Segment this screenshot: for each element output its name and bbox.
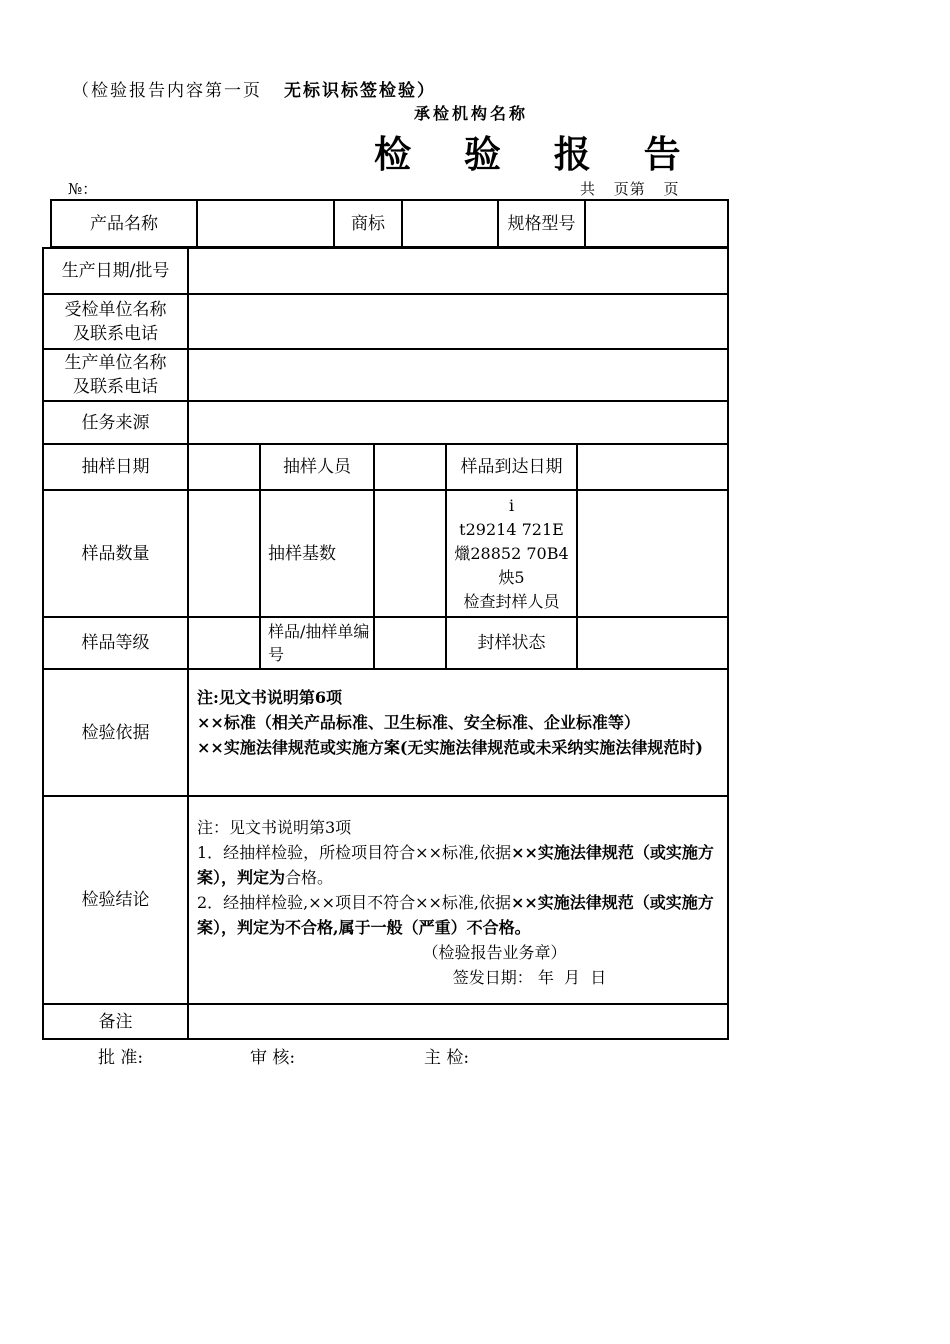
conclusion-item-2-text: 2．经抽样检验,××项目不符合××标准,依据 <box>197 893 511 912</box>
sample-number-label-line2: 号 <box>268 645 285 664</box>
basis-standard: ××标准（相关产品标准、卫生标准、安全标准、企业标准等） <box>197 713 640 732</box>
conclusion-label: 检验结论 <box>81 890 150 910</box>
sampler-value[interactable] <box>375 445 445 489</box>
conclusion-item-1 <box>197 840 722 890</box>
inspected-unit-label <box>44 295 187 348</box>
conclusion-item-2-bold: ××实施法律规范（或实施方案），判定为不合格,属于一般（严重）不合格。 <box>197 893 714 937</box>
conclusion-note: 注：见文书说明第3项 <box>197 818 352 837</box>
conclusion-item-1-text: 1．经抽样检验，所检项目符合××标准,依据 <box>197 843 512 862</box>
business-seal-note: （检验报告业务章） <box>422 943 567 962</box>
sampler-label: 抽样人员 <box>283 457 351 477</box>
report-number-label: №： <box>68 180 98 198</box>
task-source-value[interactable] <box>190 402 727 443</box>
conclusion-item-1-bold: ××实施法律规范（或实施方案），判定为 <box>197 843 714 887</box>
approver-label: 批 准: <box>98 1048 144 1068</box>
sample-quantity-label: 样品数量 <box>81 543 150 564</box>
sample-number-label-line1: 样品/抽样单编 <box>268 622 370 641</box>
conclusion-item-1-result: 合格。 <box>285 868 334 887</box>
sample-number-value[interactable] <box>375 618 445 668</box>
task-source-label: 任务来源 <box>81 412 150 433</box>
conclusion-item-2 <box>197 890 722 940</box>
inspected-unit-label-line1: 受检单位名称 <box>64 299 167 320</box>
sampling-date-label: 抽样日期 <box>81 457 150 477</box>
producer-value[interactable] <box>190 350 727 400</box>
issue-date: 签发日期： 年 月 日 <box>452 968 607 987</box>
sealer-label-text: 检查封样人员 <box>463 591 560 611</box>
spec-model-label: 规格型号 <box>507 213 576 234</box>
trademark-label: 商标 <box>351 213 385 234</box>
sampling-date-value[interactable] <box>189 445 259 489</box>
product-name-value[interactable] <box>198 201 333 246</box>
garbled-text-line3: 爉28852 70B4 <box>454 543 569 563</box>
sample-quantity-value[interactable] <box>189 491 259 616</box>
product-name-label: 产品名称 <box>90 213 158 234</box>
sealer-value[interactable] <box>578 491 727 616</box>
remarks-value[interactable] <box>190 1005 727 1038</box>
garbled-text-line4: 炴5 <box>498 567 525 587</box>
report-page-note: （检验报告内容第一页 无标识标签检验） <box>72 81 436 101</box>
production-date-value[interactable] <box>190 249 727 293</box>
sample-base-value[interactable] <box>375 491 445 616</box>
inspected-unit-value[interactable] <box>190 295 727 348</box>
producer-label-line1: 生产单位名称 <box>64 353 167 373</box>
sample-grade-value[interactable] <box>189 618 259 668</box>
production-date-label: 生产日期/批号 <box>61 261 170 281</box>
inspected-unit-label-line2: 及联系电话 <box>73 323 158 344</box>
reviewer-label: 审 核: <box>250 1048 296 1068</box>
garbled-text-line1: i <box>508 495 515 515</box>
trademark-value[interactable] <box>403 201 497 246</box>
main-inspector-label: 主 检: <box>424 1048 470 1068</box>
producer-label <box>44 350 187 400</box>
page-count-label: 共 页第 页 <box>580 180 680 198</box>
seal-state-value[interactable] <box>578 618 727 668</box>
garbled-text-line2: t29214 721E <box>459 519 564 539</box>
report-title: 检 验 报 告 <box>374 132 701 176</box>
organization-name: 承检机构名称 <box>414 104 529 123</box>
basis-regulation: ××实施法律规范或实施方案(无实施法律规范或未采纳实施法律规范时) <box>197 738 703 757</box>
arrival-date-label: 样品到达日期 <box>460 457 563 477</box>
sealer-label <box>447 491 576 616</box>
basis-note: 注:见文书说明第6项 <box>197 688 343 707</box>
remarks-label: 备注 <box>98 1011 133 1032</box>
sample-grade-label: 样品等级 <box>81 633 150 653</box>
sample-base-label: 抽样基数 <box>268 543 336 564</box>
conclusion-content <box>197 815 722 990</box>
sample-number-label <box>268 618 373 668</box>
producer-label-line2: 及联系电话 <box>73 377 158 397</box>
spec-model-value[interactable] <box>586 201 727 246</box>
seal-state-label: 封样状态 <box>477 633 546 653</box>
basis-content <box>197 685 722 760</box>
basis-label: 检验依据 <box>81 722 150 743</box>
arrival-date-value[interactable] <box>578 445 727 489</box>
